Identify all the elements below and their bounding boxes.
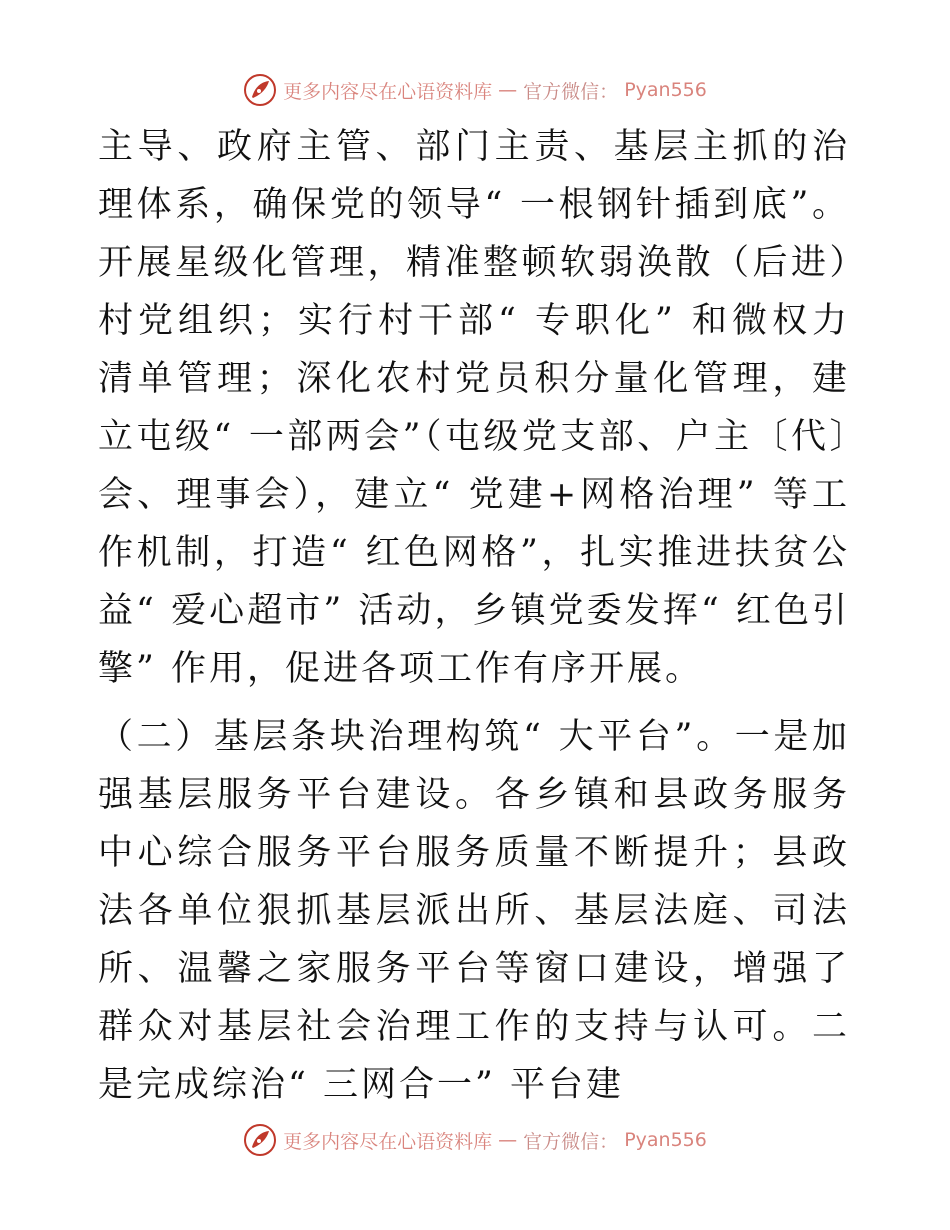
pen-nib-logo-icon: [243, 73, 277, 107]
pen-nib-logo-icon: [243, 1123, 277, 1157]
paragraph-2: （二）基层条块治理构筑“ 大平台”。一是加强基层服务平台建设。各乡镇和县政务服务中心综合服务平台服务质量不断提升；县政法各单位狠抓基层派出所、基层法庭、司法所、温馨之家服务平台等窗口建设，增强了群众对基层社会治理工作的支持与认可。二是完成综治“ 三网合一” 平台建: [98, 717, 850, 1105]
watermark-separator: —: [498, 1129, 518, 1151]
watermark-wechat-id: Pyan556: [624, 79, 707, 101]
watermark-wechat-label: 官方微信：: [523, 1130, 619, 1153]
paragraph-1: 主导、政府主管、部门主责、基层主抓的治理体系，确保党的领导“ 一根钢针插到底”。开展星级化管理，精准整顿软弱涣散（后进）村党组织；实行村干部“ 专职化” 和微权力清单管理；深化农村党员积分量化管理，建立屯级“ 一部两会”（屯级党支部、户主〔代〕会、理事会），建立“ 党建+网格治理” 等工作机制，打造“ 红色网格”，扎实推进扶贫公益“ 爱心超市” 活动，乡镇党委发挥“ 红色引擎” 作用，促进各项工作有序开展。: [98, 127, 850, 689]
watermark-header: [0, 70, 950, 110]
document-body: [98, 118, 850, 1114]
watermark-wechat-id: Pyan556: [624, 1129, 707, 1151]
watermark-wechat-label: 官方微信：: [523, 80, 619, 103]
watermark-site-text: 更多内容尽在心语资料库: [283, 1130, 493, 1153]
watermark-separator: —: [498, 79, 518, 101]
watermark-footer: [0, 1120, 950, 1160]
watermark-site-text: 更多内容尽在心语资料库: [283, 80, 493, 103]
